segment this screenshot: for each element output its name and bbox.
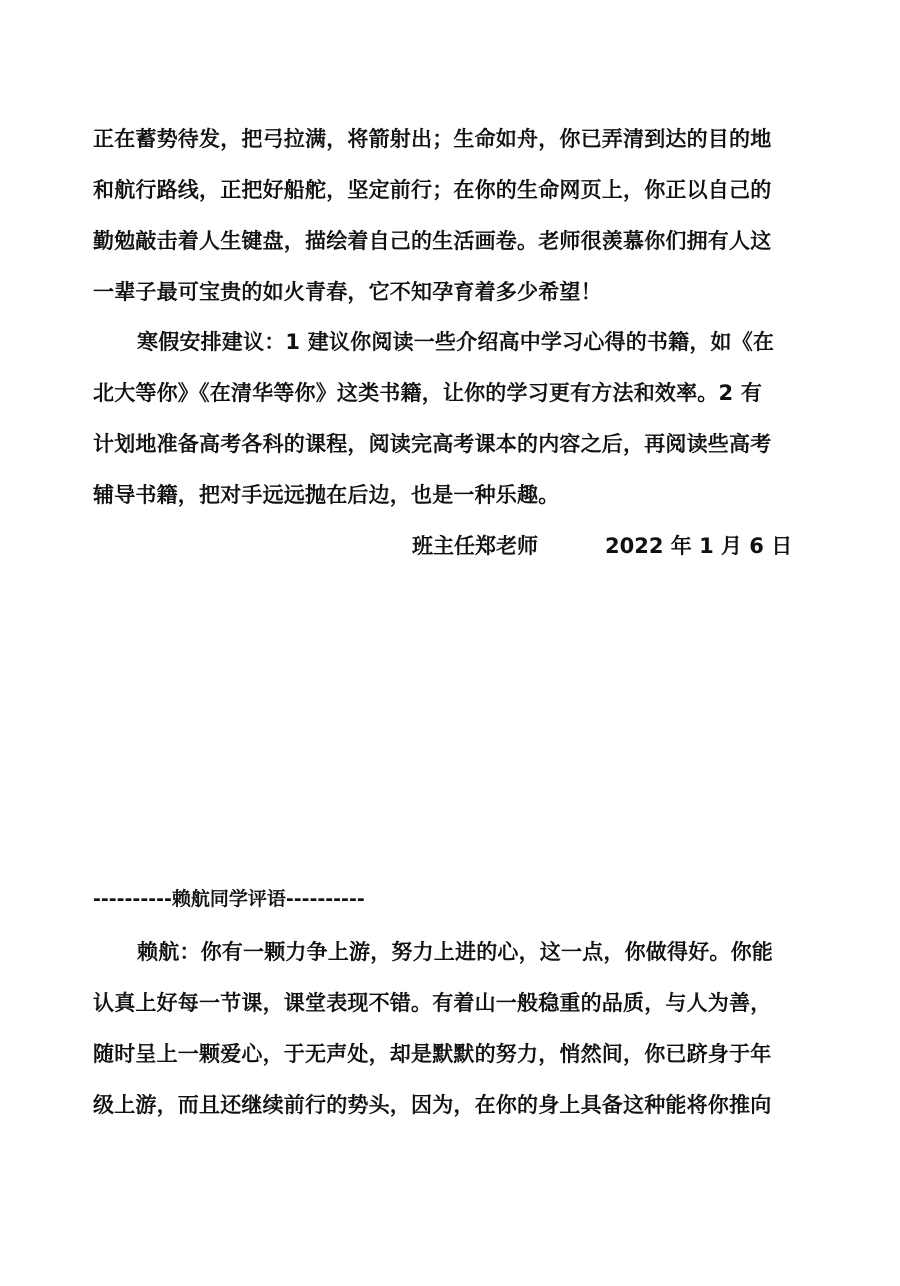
section2-line-1: 赖航：你有一颗力争上游，努力上进的心，这一点，你做得好。你能: [137, 940, 773, 964]
section2-line-4: 级上游，而且还继续前行的势头，因为，在你的身上具备这种能将你推向: [93, 1093, 772, 1117]
paragraph2-line-2: 北大等你》《在清华等你》这类书籍，让你的学习更有方法和效率。2 有: [93, 381, 763, 405]
paragraph2-line-1: 寒假安排建议：1 建议你阅读一些介绍高中学习心得的书籍，如《在: [137, 330, 775, 354]
signature-date: 2022 年 1 月 6 日: [605, 534, 793, 558]
paragraph2-line-3: 计划地准备高考各科的课程，阅读完高考课本的内容之后，再阅读些高考: [93, 432, 772, 456]
paragraph1-line-4: 一辈子最可宝贵的如火青春，它不知孕育着多少希望！: [93, 280, 602, 304]
signature-name: 班主任郑老师: [412, 534, 538, 558]
section2-line-3: 随时呈上一颗爱心，于无声处，却是默默的努力，悄然间，你已跻身于年: [93, 1042, 772, 1066]
section-title: ----------赖航同学评语----------: [93, 888, 365, 910]
paragraph1-line-3: 勤勉敲击着人生键盘，描绘着自己的生活画卷。老师很羡慕你们拥有人这: [93, 229, 772, 253]
paragraph1-line-1: 正在蓄势待发，把弓拉满，将箭射出；生命如舟，你已弄清到达的目的地: [93, 127, 772, 151]
paragraph2-line-4: 辅导书籍，把对手远远抛在后边，也是一种乐趣。: [93, 483, 560, 507]
paragraph1-line-2: 和航行路线，正把好船舵，坚定前行；在你的生命网页上，你正以自己的: [93, 178, 772, 202]
section2-line-2: 认真上好每一节课，课堂表现不错。有着山一般稳重的品质，与人为善，: [93, 991, 772, 1015]
